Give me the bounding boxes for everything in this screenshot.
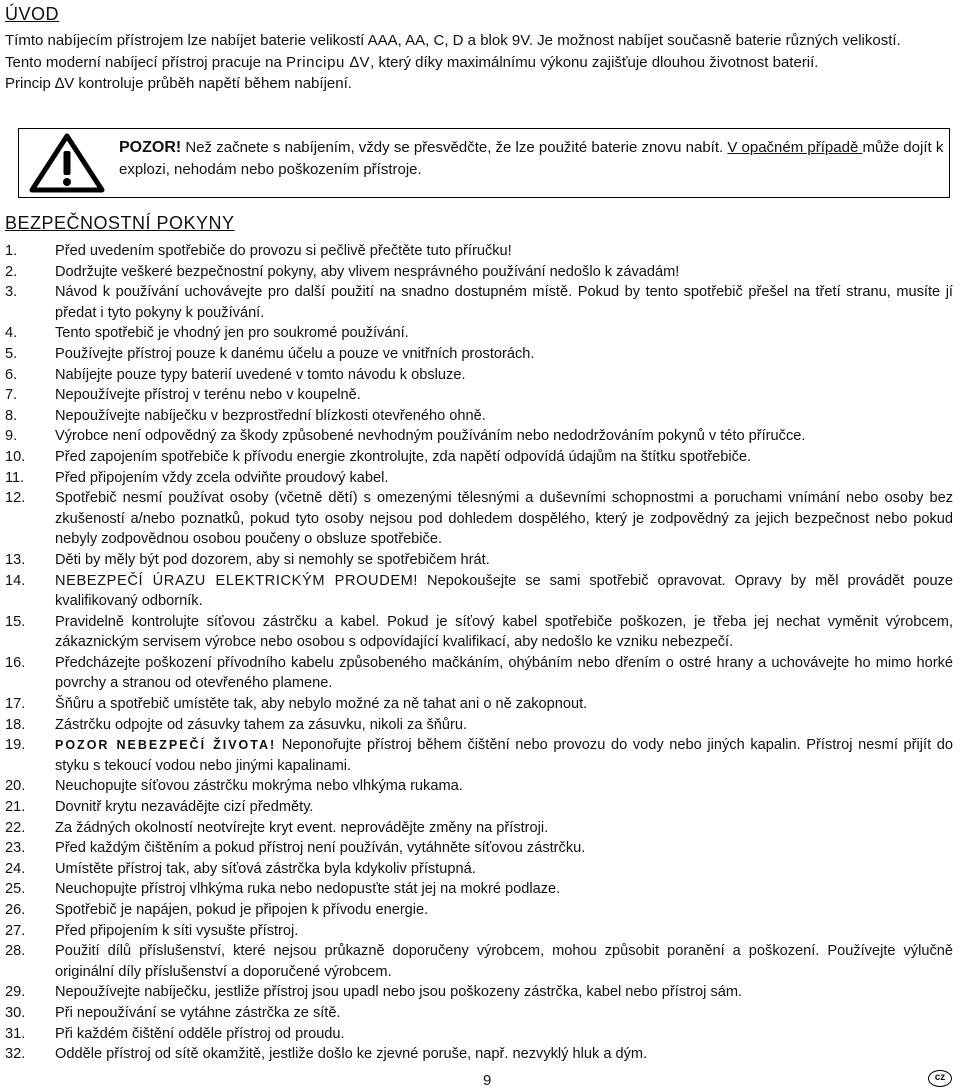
delta-v-symbol: ∆V (349, 53, 371, 71)
country-code-badge: cz (928, 1070, 952, 1087)
warning-box (18, 128, 950, 198)
safety-item-number: 6. (5, 366, 18, 383)
safety-item (5, 797, 953, 818)
safety-item-number: 2. (5, 263, 18, 280)
warning-text (119, 137, 945, 181)
safety-item-text: Dodržujte veškeré bezpečnostní pokyny, aby vlivem nesprávného používání nedošlo k závadám! (55, 263, 680, 280)
warning-text-underlined: V opačném případě (727, 139, 863, 156)
safety-item-number: 24. (5, 860, 26, 877)
principle-term: Principu (286, 53, 350, 71)
safety-item (5, 859, 953, 880)
safety-item-number: 20. (5, 778, 26, 795)
safety-item-number: 7. (5, 387, 18, 404)
safety-item (5, 921, 953, 942)
safety-item-text: Neuchopujte přístroj vlhkýma ruka nebo nedopusťte stát jej na mokré podlaze. (55, 881, 561, 898)
safety-item-text: Před připojením vždy zcela odviňte proudový kabel. (55, 469, 389, 486)
safety-item-text: Pravidelně kontrolujte síťovou zástrčku a kabel. Pokud je síťový kabel spotřebiče poškozen, je třeba jej nechat vyměnit výrobcem, zákaznickým servisem výrobce nebo osobou s odpovídající kvalifikací, aby nedošlo ke vzniku nebezpečí. (55, 613, 953, 651)
safety-item-text: Neuchopujte síťovou zástrčku mokrýma nebo vlhkýma rukama. (55, 778, 463, 795)
safety-item-text: Spotřebič nesmí používat osoby (včetně dětí) s omezenými tělesnými a duševními schopnostmi a poruchami vnímání nebo osoby bez zkušeností a/nebo poznatků, pokud tyto osoby nejsou pod dohledem dospělého, který je zodpovědný za jejich bezpečnost nebo pokud nebyly zodpovědnou osobou poučeny o obsluze spotřebiče. (55, 490, 953, 548)
safety-item (5, 653, 953, 694)
safety-item-text: Před zapojením spotřebiče k přívodu energie zkontrolujte, zda napětí odpovídá údajům na štítku spotřebiče. (55, 448, 752, 465)
intro-text: Tento moderní nabíjecí přístroj pracuje na (5, 53, 286, 71)
safety-item-number: 26. (5, 902, 26, 918)
safety-item-text: Výrobce není odpovědný za škody způsobené nevhodným používáním nebo nedodržováním pokynů v této příručce. (55, 428, 806, 445)
safety-item (5, 406, 953, 427)
safety-item (5, 262, 953, 283)
safety-item (5, 488, 953, 550)
safety-item (5, 282, 953, 323)
safety-item (5, 365, 953, 386)
safety-item-number: 29. (5, 984, 26, 1001)
warning-text-part: Než začnete s nabíjením, vždy se přesvědčte, že lze použité baterie znovu nabít. (181, 139, 728, 156)
safety-item-text: Před připojením k síti vysušte přístroj. (55, 922, 299, 939)
warning-text-part: může dojít k explozi, nehodám nebo poškozením přístroje. (119, 139, 944, 178)
safety-item-number: 22. (5, 819, 26, 836)
safety-item (5, 1044, 953, 1065)
safety-item-number: 28. (5, 943, 26, 960)
safety-item-number: 21. (5, 799, 26, 816)
safety-item-number: 31. (5, 1025, 26, 1042)
safety-item-text: Při každém čištění odděle přístroj od proudu. (55, 1025, 345, 1042)
safety-item-text: Používejte přístroj pouze k danému účelu a pouze ve vnitřních prostorách. (55, 345, 535, 362)
safety-item-text: Nepoužívejte nabíječku, jestliže přístroj jsou upadl nebo jsou poškozeny zástrčka, kabel nebo přístroj sám. (55, 984, 743, 1001)
safety-item-number: 5. (5, 345, 18, 362)
safety-item (5, 323, 953, 344)
safety-item-number: 16. (5, 654, 26, 671)
intro-paragraph-3 (5, 73, 953, 95)
safety-item-text: Dovnitř krytu nezavádějte cizí předměty. (55, 799, 314, 816)
safety-item-text: Spotřebič je napájen, pokud je připojen k přívodu energie. (55, 902, 429, 918)
safety-item (5, 385, 953, 406)
safety-item (5, 344, 953, 365)
safety-item-text: Nepoužívejte nabíječku v bezprostřední blízkosti otevřeného ohně. (55, 407, 486, 424)
safety-item (5, 241, 953, 262)
safety-item (5, 776, 953, 797)
safety-item (5, 1003, 953, 1024)
safety-item (5, 900, 953, 921)
warning-triangle-icon (29, 133, 105, 193)
delta-v-symbol: ∆V (55, 75, 75, 92)
safety-item (5, 838, 953, 859)
safety-item-text: Při nepoužívání se vytáhne zástrčka ze sítě. (55, 1004, 341, 1021)
safety-item (5, 694, 953, 715)
safety-item-text: Neponořujte přístroj během čištění nebo provozu do vody nebo jiných kapalin. Přístroj nesmí přijít do styku s tekoucí vodou nebo jinými kapalinami. (55, 737, 953, 774)
intro-text: Princip (5, 75, 56, 92)
safety-item (5, 879, 953, 900)
safety-item (5, 1024, 953, 1045)
safety-item-text: Zástrčku odpojte od zásuvky tahem za zásuvku, nikoli za šňůru. (55, 716, 468, 733)
safety-item-text: Umístěte přístroj tak, aby síťová zástrčka byla kdykoliv přístupná. (55, 860, 476, 877)
safety-item-number: 1. (5, 243, 18, 259)
safety-instructions-list (5, 241, 953, 1065)
safety-item-number: 14. (5, 572, 26, 589)
intro-paragraph-1: Tímto nabíjecím přístrojem lze nabíjet baterie velikostí AAA, AA, C, D a blok 9V. Je možnost nabíjet současně baterie různých velikostí. (5, 32, 901, 49)
safety-item (5, 426, 953, 447)
safety-item-number: 9. (5, 428, 18, 445)
warning-label: POZOR! (119, 139, 182, 156)
safety-item-label: POZOR NEBEZPEČÍ ŽIVOTA! (55, 738, 277, 753)
safety-item (5, 735, 953, 776)
safety-item (5, 612, 953, 653)
safety-item-number: 11. (5, 469, 25, 486)
safety-item-number: 19. (5, 737, 26, 754)
safety-item-number: 18. (5, 716, 26, 733)
safety-item-number: 4. (5, 325, 18, 342)
safety-item-text: Nepokoušejte se sami spotřebič opravovat. Opravy by měl provádět pouze kvalifikovaný odborník. (55, 572, 953, 610)
safety-item (5, 982, 953, 1003)
safety-item-text: Za žádných okolností neotvírejte kryt event. neprovádějte změny na přístroji. (55, 819, 549, 836)
safety-item-text: Použití dílů příslušenství, které nejsou průkazně doporučeny výrobcem, mohou způsobit poranění a poškození. Používejte výlučně originální díly příslušenství a doporučené výrobcem. (55, 943, 953, 980)
safety-heading: BEZPEČNOSTNÍ POKYNY (5, 213, 235, 233)
intro-text: , který díky maximálnímu výkonu zajišťuje dlouhou životnost baterií. (370, 53, 819, 71)
safety-item-text: Tento spotřebič je vhodný jen pro soukromé používání. (55, 325, 409, 342)
safety-item-text: Před uvedením spotřebiče do provozu si pečlivě přečtěte tuto příručku! (55, 243, 512, 259)
intro-section (5, 30, 953, 95)
safety-item-text: Předcházejte poškození přívodního kabelu způsobeného mačkáním, ohýbáním nebo dřením o ostré hrany a uchovávejte ho mimo horké povrchy a stranou od otevřeného plamene. (55, 654, 953, 692)
safety-item (5, 715, 953, 736)
safety-item-number: 30. (5, 1004, 26, 1021)
safety-item-text: Nepoužívejte přístroj v terénu nebo v koupelně. (55, 387, 361, 404)
safety-item-text: Návod k používání uchovávejte pro další použití na snadno dostupném místě. Pokud by tento spotřebič přešel na třetí stranu, musíte jí předat i tyto pokyny k používání. (55, 284, 953, 321)
safety-item-number: 17. (5, 696, 26, 713)
safety-item (5, 550, 953, 571)
safety-item-number: 27. (5, 922, 26, 939)
safety-item (5, 468, 953, 489)
safety-item-text: Odděle přístroj od sítě okamžitě, jestliže došlo ke zjevné poruše, např. nezvyklý hluk a dým. (55, 1046, 648, 1063)
safety-item-number: 15. (5, 613, 26, 630)
safety-item (5, 941, 953, 982)
safety-item-label: NEBEZPEČÍ ÚRAZU ELEKTRICKÝM PROUDEM! (55, 572, 419, 589)
safety-item-number: 23. (5, 840, 26, 857)
intro-heading: ÚVOD (5, 4, 60, 24)
page-number: 9 (483, 1072, 492, 1089)
safety-item-text: Šňůru a spotřebič umístěte tak, aby nebylo možné za ně tahat ani o ně zakopnout. (55, 696, 588, 713)
safety-item (5, 818, 953, 839)
safety-item-number: 10. (5, 448, 26, 465)
safety-item-number: 13. (5, 551, 26, 568)
safety-item-text: Děti by měly být pod dozorem, aby si nemohly se spotřebičem hrát. (55, 551, 490, 568)
intro-paragraph-2 (5, 52, 953, 74)
safety-item-text: Před každým čištěním a pokud přístroj není používán, vytáhněte síťovou zástrčku. (55, 840, 586, 857)
safety-item-number: 8. (5, 407, 18, 424)
safety-item-number: 12. (5, 490, 26, 507)
safety-item-number: 32. (5, 1046, 26, 1063)
safety-item-number: 25. (5, 881, 26, 898)
safety-item (5, 447, 953, 468)
safety-item-number: 3. (5, 284, 18, 301)
intro-text: kontroluje průběh napětí během nabíjení. (74, 75, 352, 92)
safety-item (5, 571, 953, 612)
safety-item-text: Nabíjejte pouze typy baterií uvedené v tomto návodu k obsluze. (55, 366, 466, 383)
